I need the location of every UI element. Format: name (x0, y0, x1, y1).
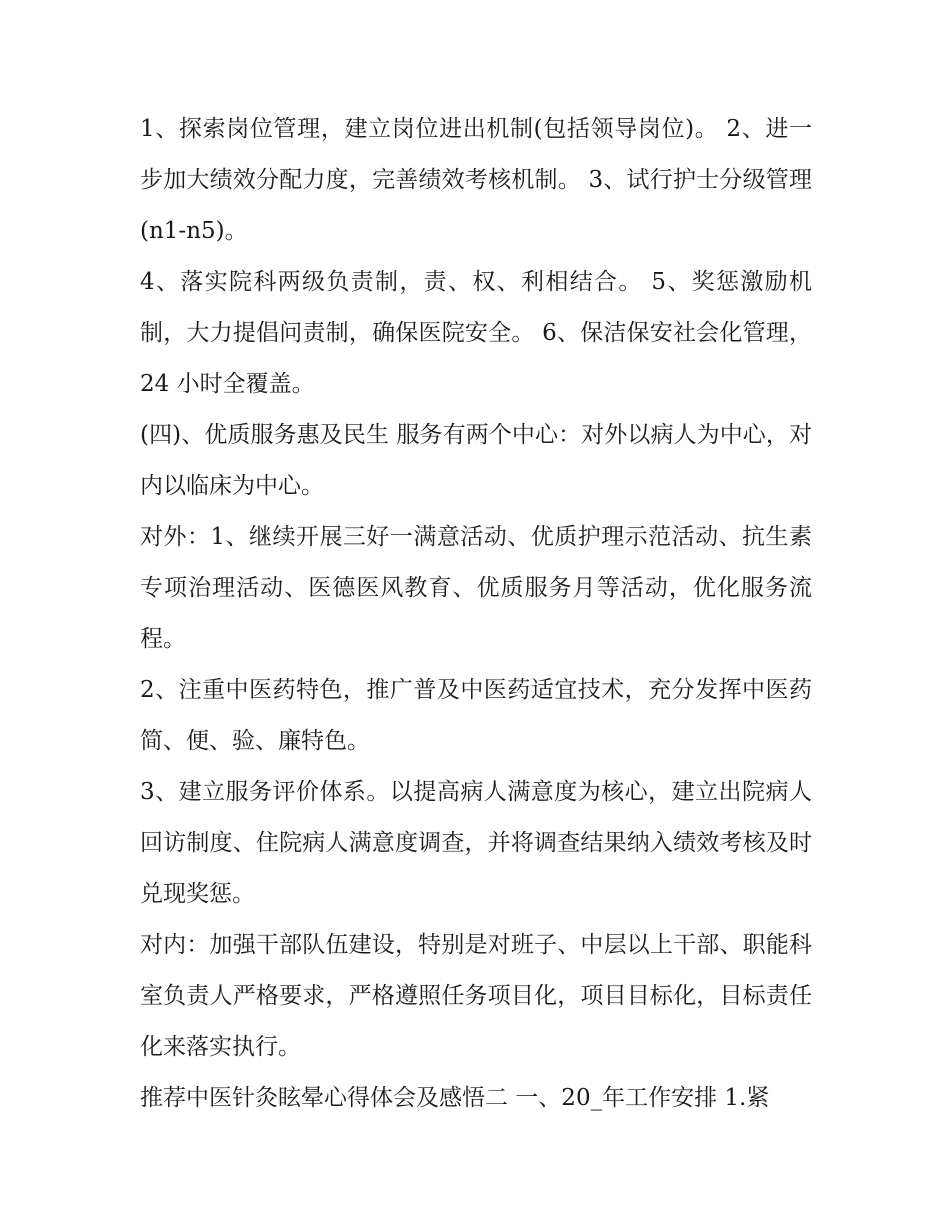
paragraph-4: 对外：1、继续开展三好一满意活动、优质护理示范活动、抗生素专项治理活动、医德医风教育、优质服务月等活动，优化服务流程。 (140, 524, 812, 652)
paragraph-6: 3、建立服务评价体系。以提高病人满意度为核心，建立出院病人回访制度、住院病人满意度调查，并将调查结果纳入绩效考核及时兑现奖惩。 (140, 779, 812, 907)
paragraph-2: 4、落实院科两级负责制，责、权、利相结合。 5、奖惩激励机制，大力提倡问责制，确保医院安全。 6、保洁保安社会化管理，24 小时全覆盖。 (140, 269, 812, 397)
paragraph-7: 对内：加强干部队伍建设，特别是对班子、中层以上干部、职能科室负责人严格要求，严格遵照任务项目化，项目目标化，目标责任化来落实执行。 (140, 932, 812, 1060)
paragraph-1: 1、探索岗位管理，建立岗位进出机制(包括领导岗位)。 2、进一步加大绩效分配力度，完善绩效考核机制。 3、试行护士分级管理(n1-n5)。 (140, 116, 812, 244)
paragraph-8: 推荐中医针灸眩晕心得体会及感悟二 一、20_年工作安排 1.紧 (140, 1085, 770, 1111)
paragraph-3: (四)、优质服务惠及民生 服务有两个中心：对外以病人为中心，对内以临床为中心。 (140, 422, 812, 499)
document-body (140, 104, 812, 1124)
paragraph-5: 2、注重中医药特色，推广普及中医药适宜技术，充分发挥中医药简、便、验、廉特色。 (140, 677, 812, 754)
